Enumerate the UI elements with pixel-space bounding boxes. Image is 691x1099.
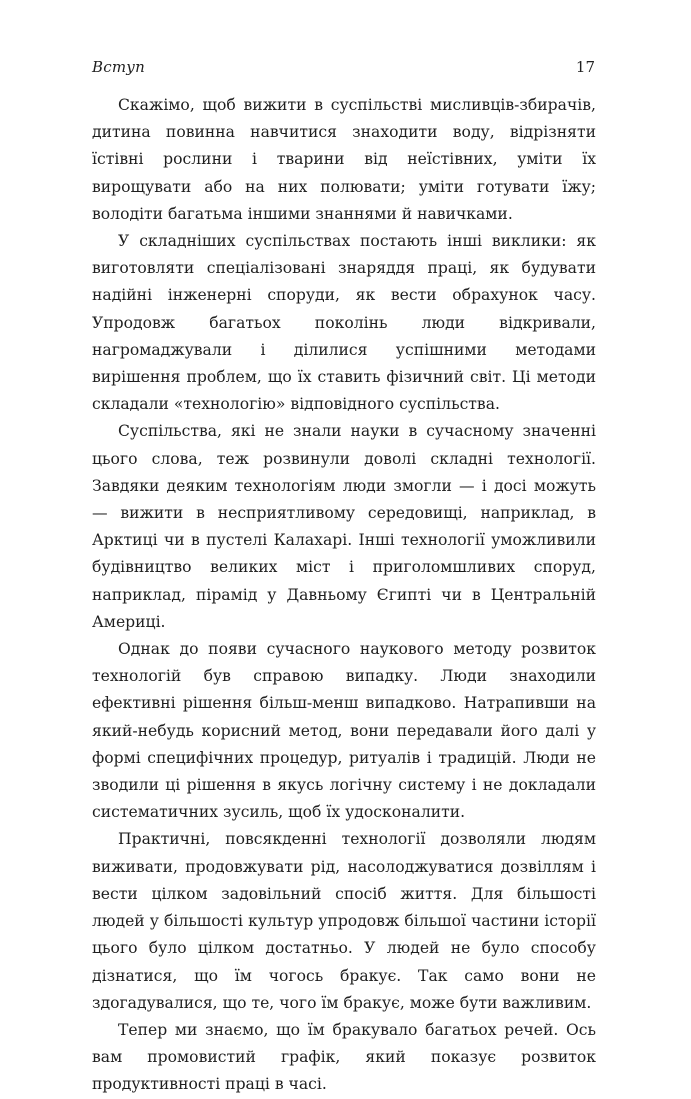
paragraph: Однак до появи сучасного наукового методу розвиток технологій був справою випадку. Люди знаходили ефективні рішення більш-менш випадково. Натрапивши на який-небудь корисний метод, вони передавали його далі у формі специфічних процедур, ритуалів і традицій. Люди не зводили ці рішення в якусь логічну систему і не докладали систематичних зусиль, щоб їх удосконалити. [92, 640, 596, 822]
paragraph: Практичні, повсякденні технології дозволяли людям виживати, продовжувати рід, насолоджуватися дозвіллям і вести цілком задовільний спосіб життя. Для більшості людей у більшості культур упродовж більшої частини історії цього було цілком достатньо. У людей не було способу дізнатися, що їм чогось бракує. Так само вони не здогадувалися, що те, чого їм бракує, може бути важливим. [92, 830, 596, 1012]
paragraph: Суспільства, які не знали науки в сучасному значенні цього слова, теж розвинули доволі складні технології. Завдяки деяким технологіям люди змогли — і досі можуть — вижити в несприятливому середовищі, наприклад, в Арктиці чи в пустелі Калахарі. Інші технології уможливили будівництво великих міст і приголомшливих споруд, наприклад, пірамід у Давньому Єгипті чи в Центральній Америці. [92, 422, 596, 631]
body-text [92, 92, 596, 1099]
paragraph: У складніших суспільствах постають інші виклики: як виготовляти спеціалізовані знаряддя праці, як будувати надійні інженерні споруди, як вести обрахунок часу. Упродовж багатьох поколінь люди відкривали, нагромаджували і ділилися успішними методами вирішення проблем, що їх ставить фізичний світ. Ці методи складали «технологію» відповідного суспільства. [92, 232, 596, 414]
page-number: 17 [575, 58, 595, 76]
running-head: Вступ [92, 58, 146, 76]
paragraph: Скажімо, щоб вижити в суспільстві мисливців-збирачів, дитина повинна навчитися знаходити воду, відрізняти їстівні рослини і тварини від неїстівних, уміти їх вирощувати або на них полювати; уміти готувати їжу; володіти багатьма іншими знаннями й навичками. [92, 96, 596, 223]
paragraph: Тепер ми знаємо, що їм бракувало багатьох речей. Ось вам промовистий графік, який показує розвиток продуктивності праці в часі. [92, 1020, 596, 1094]
